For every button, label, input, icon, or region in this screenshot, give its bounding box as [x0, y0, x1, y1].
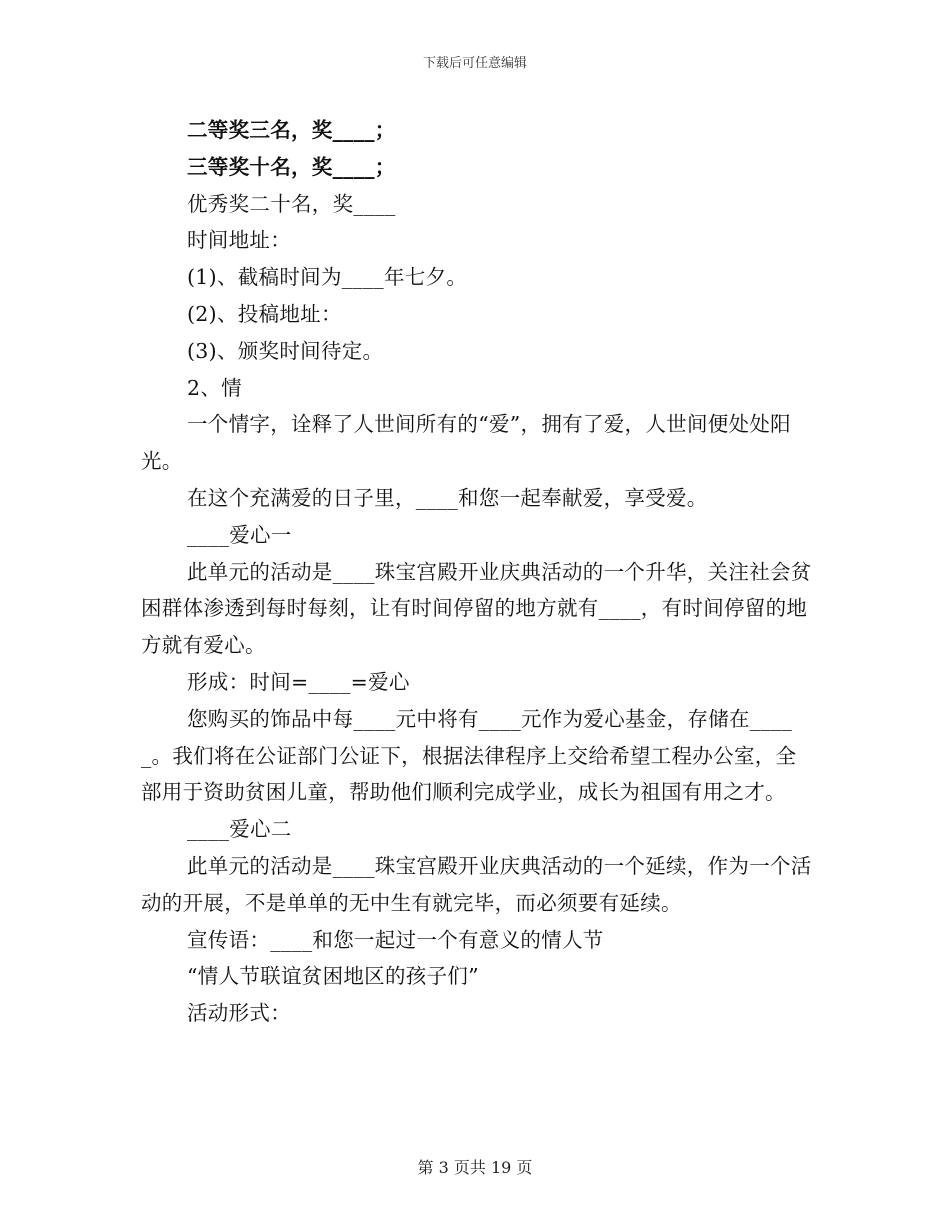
- love-day-paragraph: 在这个充满爱的日子里，____和您一起奉献爱，享受爱。: [187, 485, 708, 510]
- award-time-item: (3)、颁奖时间待定。: [187, 338, 384, 363]
- time-address-heading: 时间地址：: [187, 228, 291, 253]
- prize-third: 三等奖十名，奖____；: [187, 154, 396, 179]
- prize-second: 二等奖三名，奖____；: [187, 118, 396, 142]
- love-two-heading: ____爱心二: [187, 817, 292, 842]
- event-title-quote: “情人节联谊贫困地区的孩子们”: [187, 964, 479, 989]
- fund-paragraph: 您购买的饰品中每____元中将有____元作为爱心基金，存储在_____。我们将在公证部门公证下，根据法律程序上交给希望工程办公室，全部用于资助贫困儿童，帮助他们顺利完成学业，成长为祖国有用之才。: [141, 706, 797, 805]
- slogan-paragraph: 宣传语：____和您一起过一个有意义的情人节: [187, 927, 604, 952]
- page-number-footer: 第 3 页共 19 页: [417, 1158, 533, 1177]
- deadline-item: (1)、截稿时间为____年七夕。: [187, 265, 468, 290]
- submission-address-item: (2)、投稿地址：: [187, 301, 342, 326]
- love-two-paragraph: 此单元的活动是____珠宝宫殿开业庆典活动的一个延续，作为一个活动的开展，不是单单的无中生有就完毕，而必须要有延续。: [141, 853, 812, 915]
- page-header: 下载后可任意编辑: [422, 56, 527, 71]
- love-intro-paragraph: 一个情字，诠释了人世间所有的“爱”，拥有了爱，人世间便处处阳光。: [141, 412, 791, 474]
- love-one-paragraph: 此单元的活动是____珠宝宫殿开业庆典活动的一个升华，关注社会贫困群体渗透到每时每刻，让有时间停留的地方就有____，有时间停留的地方就有爱心。: [141, 559, 812, 658]
- prize-excellence: 优秀奖二十名，奖____: [187, 191, 396, 216]
- section-heading-love: 2、情: [187, 375, 242, 400]
- love-one-heading: ____爱心一: [187, 522, 292, 547]
- formula-paragraph: 形成：时间=____=爱心: [187, 669, 410, 694]
- activity-form-heading: 活动形式：: [187, 1001, 291, 1026]
- document-body: [141, 112, 813, 1032]
